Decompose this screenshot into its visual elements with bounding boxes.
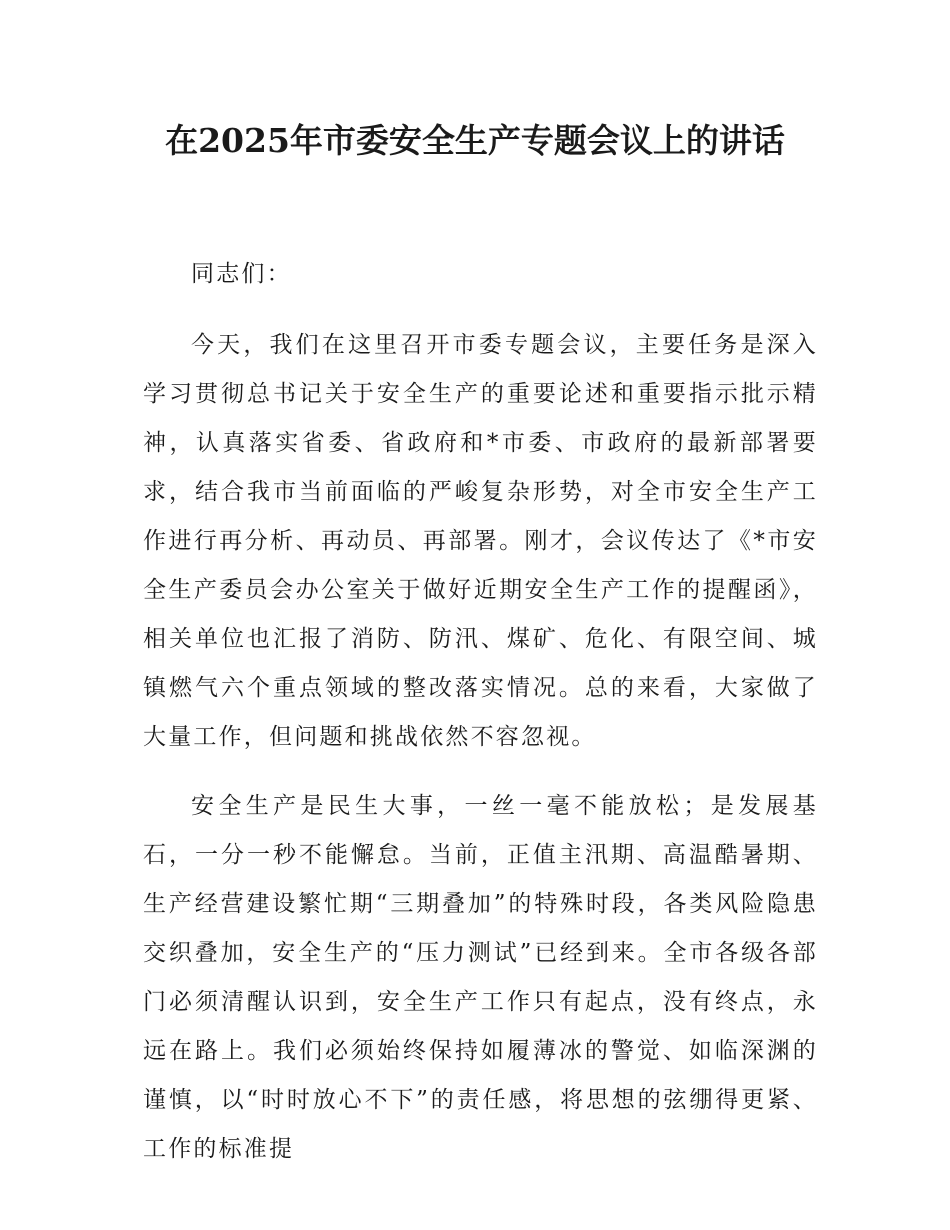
salutation: 同志们： [191, 261, 292, 287]
paragraph-2: 安全生产是民生大事，一丝一毫不能放松；是发展基石，一分一秒不能懈怠。当前，正值主汛期、高温酷暑期、生产经营建设繁忙期“三期叠加”的特殊时段，各类风险隐患交织叠加，安全生产的“压力测试”已经到来。全市各级各部门必须清醒认识到，安全生产工作只有起点，没有终点，永远在路上。我们必须始终保持如履薄冰的警觉、如临深渊的谨慎，以“时时放心不下”的责任感，将思想的弦绷得更紧、工作的标准提 [143, 793, 818, 1162]
document-body [143, 250, 818, 1194]
document-title: 在2025年市委安全生产专题会议上的讲话 [165, 121, 785, 160]
paragraph-1: 今天，我们在这里召开市委专题会议，主要任务是深入学习贯彻总书记关于安全生产的重要论述和重要指示批示精神，认真落实省委、省政府和*市委、市政府的最新部署要求，结合我市当前面临的严峻复杂形势，对全市安全生产工作进行再分析、再动员、再部署。刚才，会议传达了《*市安全生产委员会办公室关于做好近期安全生产工作的提醒函》，相关单位也汇报了消防、防汛、煤矿、危化、有限空间、城镇燃气六个重点领域的整改落实情况。总的来看，大家做了大量工作，但问题和挑战依然不容忽视。 [143, 332, 818, 750]
